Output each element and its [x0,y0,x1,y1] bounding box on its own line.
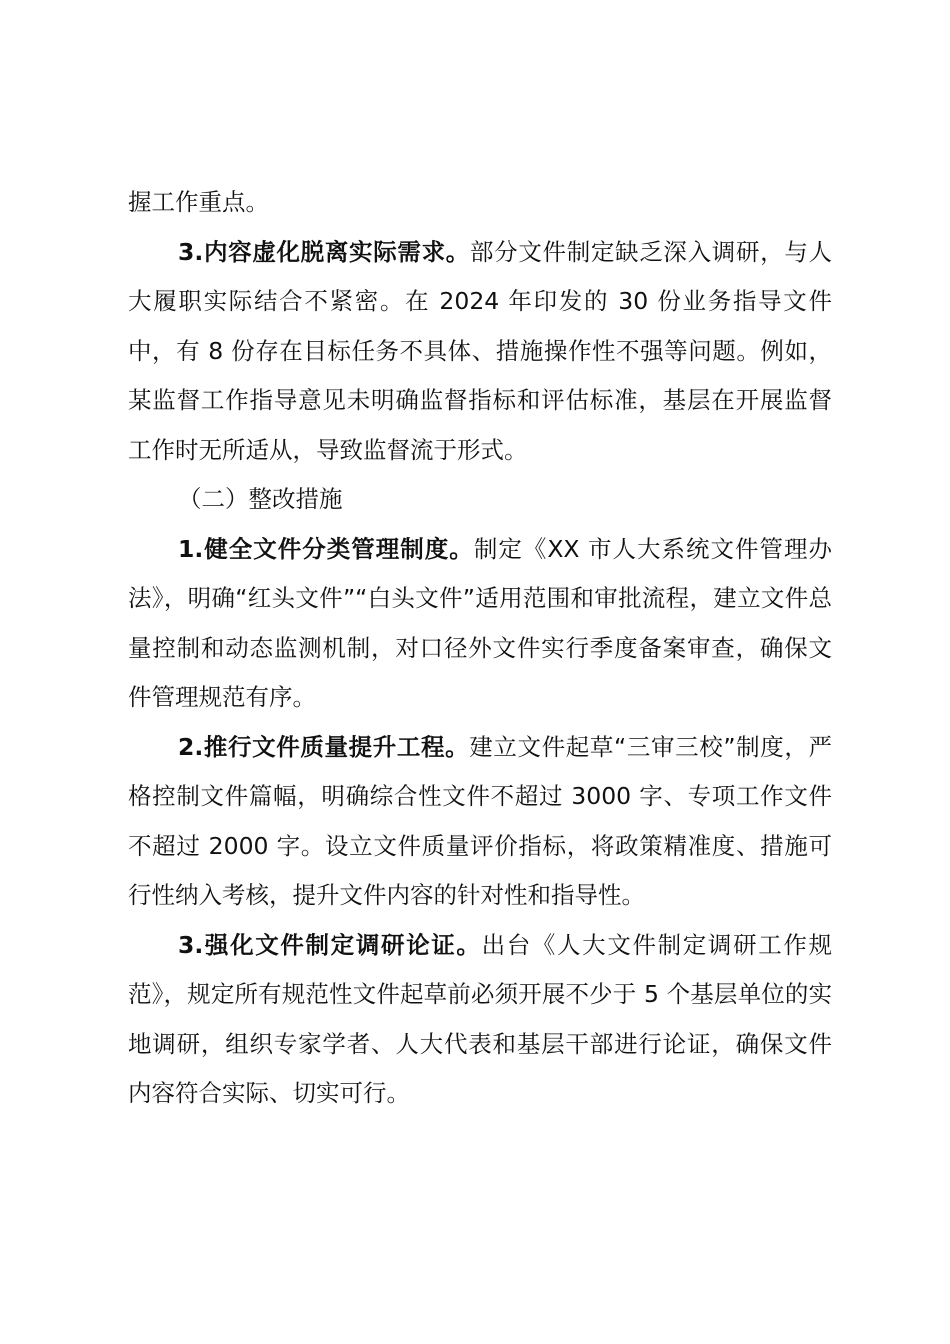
paragraph-heading: 3.强化文件制定调研论证。 [178,930,482,959]
paragraph-measure-3 [128,921,832,1119]
paragraph-problem-3 [128,228,832,476]
paragraph-heading: 3.内容虚化脱离实际需求。 [178,237,470,266]
paragraph-measure-2 [128,723,832,921]
paragraph-text: 部分文件制定缺乏深入调研，与人大履职实际结合不紧密。在 2024 年印发的 30 份业务指导文件中，有 8 份存在目标任务不具体、措施操作性不强等问题。例如，某监督工作指导意见未明确监督指标和评估标准，基层在开展监督工作时无所适从，导致监督流于形式。 [128,237,833,464]
paragraph-text: 建立文件起草“三审三校”制度，严格控制文件篇幅，明确综合性文件不超过 3000 字、专项工作文件不超过 2000 字。设立文件质量评价指标，将政策精准度、措施可行性纳入考核，提升文件内容的针对性和指导性。 [128,732,832,909]
paragraph-measure-1 [128,525,832,723]
section-heading [128,475,832,525]
paragraph-text: 制定《XX 市人大系统文件管理办法》，明确“红头文件”“白头文件”适用范围和审批流程，建立文件总量控制和动态监测机制，对口径外文件实行季度备案审查，确保文件管理规范有序。 [128,534,833,711]
paragraph-text: 出台《人大文件制定调研工作规范》，规定所有规范性文件起草前必须开展不少于 5 个基层单位的实地调研，组织专家学者、人大代表和基层干部进行论证，确保文件内容符合实际、切实可行。 [128,930,833,1107]
paragraph-heading: 2.推行文件质量提升工程。 [178,732,470,761]
paragraph-continuation [128,178,832,228]
paragraph-heading: 1.健全文件分类管理制度。 [178,534,474,563]
section-heading-text: （二）整改措施 [178,485,343,513]
paragraph-text: 握工作重点。 [128,188,269,216]
document-body [128,178,832,1119]
